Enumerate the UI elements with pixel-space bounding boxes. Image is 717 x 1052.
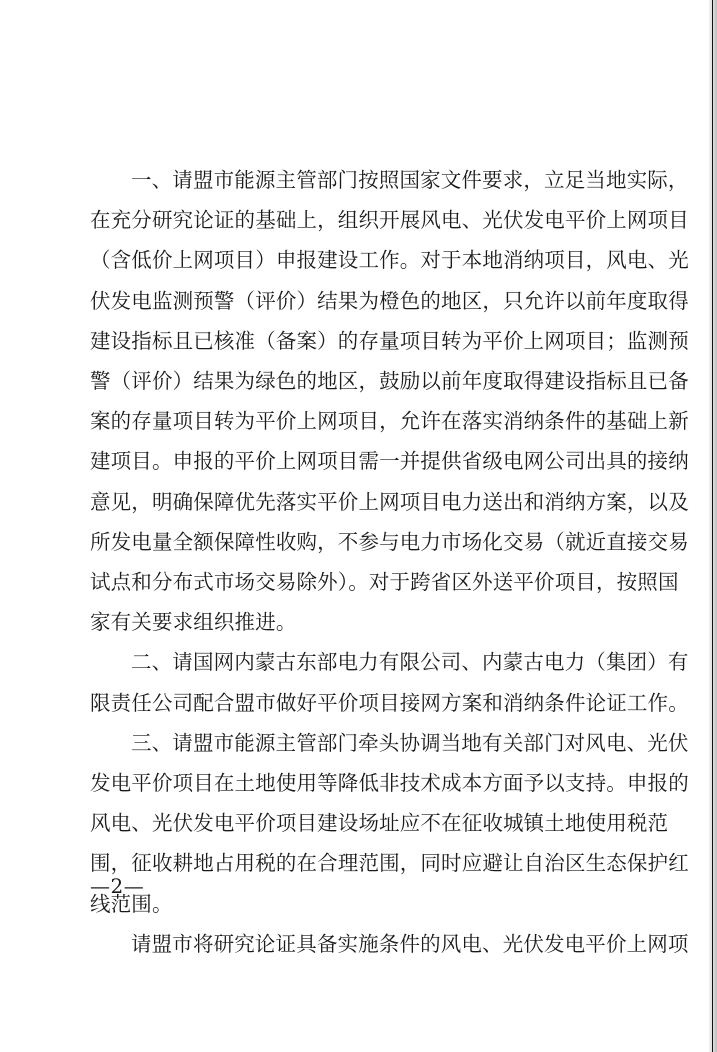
text-line: 一、请盟市能源主管部门按照国家文件要求，立足当地实际，: [131, 168, 689, 192]
text-line: 限责任公司配合盟市做好平价项目接网方案和消纳条件论证工作。: [90, 690, 689, 715]
scan-edge-shadow: [709, 0, 717, 1052]
text-line: 案的存量项目转为平价上网项目，允许在落实消纳条件的基础上新: [90, 409, 689, 434]
text-line: 三、请盟市能源主管部门牵头协调当地有关部门对风电、光伏: [131, 730, 689, 755]
text-line: 围，征收耕地占用税的在合理范围，同时应避让自治区生态保护红: [90, 851, 689, 876]
paragraph-3: [90, 723, 689, 924]
paragraph-1: [90, 160, 689, 642]
document-body: [90, 160, 689, 964]
text-line: 警（评价）结果为绿色的地区，鼓励以前年度取得建设指标且已备: [90, 369, 689, 394]
text-line: （含低价上网项目）申报建设工作。对于本地消纳项目，风电、光: [90, 248, 689, 273]
text-line: 家有关要求组织推进。: [90, 610, 297, 635]
scan-edge-line: [712, 0, 713, 1052]
text-line: 请盟市将研究论证具备实施条件的风电、光伏发电平价上网项: [131, 931, 689, 956]
paragraph-4: [90, 924, 689, 964]
text-line: 发电平价项目在土地使用等降低非技术成本方面予以支持。申报的: [90, 771, 689, 796]
text-line: 二、请国网内蒙古东部电力有限公司、内蒙古电力（集团）有: [131, 650, 689, 675]
text-line: 建项目。申报的平价上网项目需一并提供省级电网公司出具的接纳: [90, 449, 689, 474]
text-line: 建设指标且已核准（备案）的存量项目转为平价上网项目；监测预: [90, 328, 689, 353]
paragraph-2: [90, 642, 689, 722]
page-number: —2—: [90, 874, 145, 898]
text-line: 所发电量全额保障性收购，不参与电力市场化交易（就近直接交易: [90, 529, 689, 554]
text-line: 意见，明确保障优先落实平价上网项目电力送出和消纳方案，以及: [90, 489, 689, 514]
text-line: 风电、光伏发电平价项目建设场址应不在征收城镇土地使用税范: [90, 811, 669, 836]
text-line: 试点和分布式市场交易除外）。对于跨省区外送平价项目，按照国: [90, 570, 679, 595]
text-line: 伏发电监测预警（评价）结果为橙色的地区，只允许以前年度取得: [90, 288, 689, 313]
text-line: 线范围。: [90, 891, 173, 916]
text-line: 在充分研究论证的基础上，组织开展风电、光伏发电平价上网项目: [90, 208, 689, 233]
